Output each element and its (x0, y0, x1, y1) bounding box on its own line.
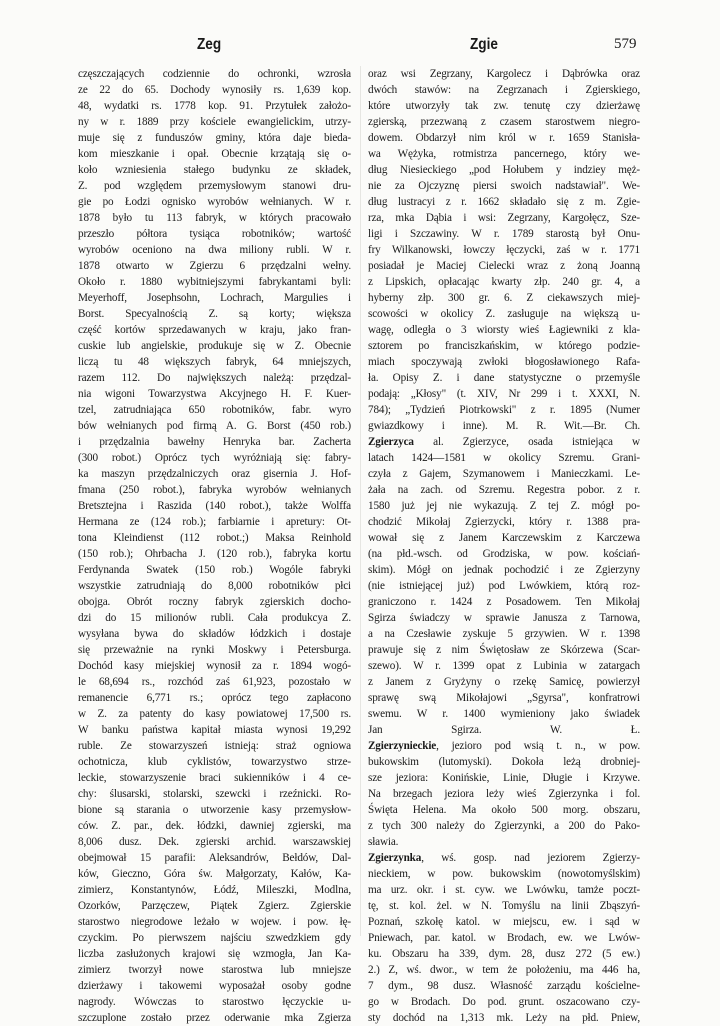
left-column (78, 66, 351, 1026)
text-line: czyckim. Po pierwszem najściu szwedzkiem gdy (78, 932, 351, 944)
text-line: wszystkie zatrudniają do 8,000 robotników płci (78, 580, 351, 592)
text-line: graniczono r. 1424 z Posadowem. Ten Mikołaj (368, 596, 640, 608)
header-left-guide-word: Zeg (197, 36, 222, 53)
entry-headword: Zgierzynka (368, 852, 422, 864)
text-line: skim). Mógł on jednak pochodzić i ze Zgierzyny (368, 564, 640, 576)
text-line: posiadał je Maciej Cielecki wraz z żoną Joanną (368, 260, 640, 272)
text-line: wyrobów oceniono na dwa miliony rubli. W r. (78, 244, 351, 256)
text-line: wa Wężyka, rotmistrza pancernego, który we- (368, 148, 640, 160)
text-line: i przędzalnia bawełny Henryka bar. Zacherta (78, 436, 351, 448)
text-line: (nie istniejącej już) pod Lwówkiem, którą roz- (368, 580, 640, 592)
text-line: ku. Obszaru ha 339, dym. 28, dusz 272 (5 ew.) (368, 948, 640, 960)
text-line: bukowskim (lutomyski). Dokoła leżą drobniej- (368, 756, 640, 768)
page-number: 579 (614, 36, 637, 52)
text-line: le 68,694 rs., rozchód zaś 61,923, pozostało w (78, 676, 351, 688)
right-column (368, 66, 640, 1026)
text-line: (na płd.-wsch. od Grodziska, w pow. kościań- (368, 548, 640, 560)
text-line: dzi do 15 milionów rubli. Cała produkcya Z. (78, 612, 351, 624)
text-line: ligi i Szczawiny. W r. 1789 starostą był Onu- (368, 228, 640, 240)
text-line: z Lipskich, opłacając kwarty złp. 240 gr. 4, a (368, 276, 640, 288)
text-line: 1580 już jej nie wykazują. Z tej Z. mógł po- (368, 500, 640, 512)
text-line: nagrody. Wówczas to starostwo łęczyckie u- (78, 996, 351, 1008)
text-line: przeszło półtora tysiąca robotników; wartość (78, 228, 351, 240)
text-line: starostwo niegrodowe leżało w wojew. i pow. łę- (78, 916, 351, 928)
text-line: Ferdynanda Swatek (150 rob.) Wogóle fabryki (78, 564, 351, 576)
text-line: 784); „Tydzień Piotrkowski" z r. 1895 (Numer (368, 404, 640, 416)
text-line: scowości w okolicy Z. zasługuje na większą u- (368, 308, 640, 320)
text-line: częszczających codziennie do ochronki, wzrosła (78, 68, 351, 80)
text-line: 1878 było tu 113 fabryk, w których pracowało (78, 212, 351, 224)
text-line: Święta Helena. Ma około 500 morg. obszaru, (368, 804, 640, 816)
text-line: 2.) Z, wś. dwor., w tem że położeniu, ma 446 ha, (368, 964, 640, 976)
text-line: bów wełnianych pod firmą A. G. Borst (450 rob.) (78, 420, 351, 432)
text-line: chy: ślusarski, stolarski, szewcki i rzeźnicki. Ro- (78, 788, 351, 800)
text-line: Jan Sgirza. W. Ł. (368, 724, 640, 736)
text-line: hyberny złp. 300 gr. 6. Z ciekawszych miej- (368, 292, 640, 304)
text-line: Zgierzynka, wś. gosp. nad jeziorem Zgierzy- (368, 852, 640, 864)
text-line: rza, mka Dąbia i wsi: Zegrzany, Kargołęcz, Sze- (368, 212, 640, 224)
text-line: wysyłana bywa do składów łódzkich i dostaje (78, 628, 351, 640)
text-line: Sgirza świadczy w sprawie Janusza z Tarnowa, (368, 612, 640, 624)
text-line: zgierską, przezwaną z czasem starostwem niegro- (368, 116, 640, 128)
text-line: Około r. 1880 wybitniejszymi fabrykantami byli: (78, 276, 351, 288)
text-line: wował się z Janem Karczewskim z Karczewa (368, 532, 640, 544)
text-line: Na brzegach jeziora leży wieś Zgierzynka i fol. (368, 788, 640, 800)
text-line: Dochód kasy miejskiej wynosił za r. 1894 wogó- (78, 660, 351, 672)
text-line: obejmował 15 parafii: Aleksandrów, Bełdów, Dal- (78, 852, 351, 864)
text-line: z tych 300 należy do Zgierzynki, a 200 do Pako- (368, 820, 640, 832)
text-line: Z. pod względem przemysłowym stanowi dru- (78, 180, 351, 192)
entry-headword: Zgierzyca (368, 436, 414, 448)
text-line: z Janem z Gryżyny o rzekę Samicę, powierzył (368, 676, 640, 688)
text-line: (300 robot.) Oprócz tych wyróżniają się: fabry- (78, 452, 351, 464)
text-line: dzierżawy i takowemi wyposażał osoby godne (78, 980, 351, 992)
text-line: Bretsztejna i Raszida (140 robot.), także Wolffa (78, 500, 351, 512)
entry-headword: Zgierzynieckie (368, 740, 437, 752)
text-line: Pniewach, par. katol. w Brodach, ew. we Lwów- (368, 932, 640, 944)
text-line: tę, st. kol. żel. w N. Tomyślu na linii Zbąszyń- (368, 900, 640, 912)
text-line: muje się z funduszów gminy, która daje biedа- (78, 132, 351, 144)
text-line: latach 1424—1581 w okolicy Szremu. Grani- (368, 452, 640, 464)
text-line: W banku państwa kapitał miasta wynosi 19,292 (78, 724, 351, 736)
text-line: go w Brodach. Do pod. grunt. oszacowano czy- (368, 996, 640, 1008)
text-line: dług lustracyi z r. 1662 składało się z m. Zgie- (368, 196, 640, 208)
text-line: zimierz, Konstantynów, Łódź, Mileszki, Modlna, (78, 884, 351, 896)
text-line: gie po Łodzi ognisko wyrobów wełnianych. W r. (78, 196, 351, 208)
text-line: prawuje się z nim Świętosław ze Skórzewa (Scar- (368, 644, 640, 656)
text-line: 48, wydatki rs. 1778 kop. 91. Przytułek założo- (78, 100, 351, 112)
text-line: leckie, stowarzyszenie braci sukienników i 4 ce- (78, 772, 351, 784)
text-line: razem 112. Do największych należą: przędzal- (78, 372, 351, 384)
text-line: ze 22 do 65. Dochody wynosiły rs. 1,639 kop. (78, 84, 351, 96)
text-line: Borst. Specyalnością Z. są korty; większa (78, 308, 351, 320)
text-line: żała na zach. od Szremu. Regestra pobor. z r. (368, 484, 640, 496)
text-line: swemu. W r. 1400 wymieniony jako świadek (368, 708, 640, 720)
text-line: (150 rob.); Ohrbacha J. (120 rob.), fabryka kortu (78, 548, 351, 560)
text-line: ny w r. 1889 przy kościele ewangielickim, utrzy- (78, 116, 351, 128)
text-line: gwiazdkowy i inne). M. R. Wit.—Br. Ch. (368, 420, 640, 432)
text-line: zimierz tworzył nowe starostwa lub mniejsze (78, 964, 351, 976)
text-line: podają: „Kłosy" (t. XIV, Nr 299 i t. XXXI, N. (368, 388, 640, 400)
text-line: Ozorków, Parzęczew, Piątek Zgierz. Zgierskie (78, 900, 351, 912)
text-line: ków, Gieczno, Góra św. Małgorzaty, Kałów, Ka- (78, 868, 351, 880)
text-line: liczba zasłużonych krajowi się wzmogła, Jan Ka- (78, 948, 351, 960)
text-line: ka maszyn przędzalniczych oraz gisernia J. Hof- (78, 468, 351, 480)
text-line: chodzić Mikołaj Zgierzycki, który r. 1388 pra- (368, 516, 640, 528)
text-line: dowem. Obdarzył nim król w r. 1659 Stanisła- (368, 132, 640, 144)
text-line: nie za Ojczyznę piersi swoich nadstawiał". We- (368, 180, 640, 192)
text-line: szczuplone zostało przez oderwanie mka Zgierza (78, 1012, 351, 1024)
text-line: które utworzyły tak zw. tenutę czy dzierżawę (368, 100, 640, 112)
text-line: 8,006 dusz. Dek. zgierski archid. warszawskiej (78, 836, 351, 848)
text-line: nieckiem, w pow. bukowskim (nowotomyślskim) (368, 868, 640, 880)
text-line: czyła z Gajem, Szymanowem i Manieczkami. Le- (368, 468, 640, 480)
text-line: wagę, odległa o 3 wiorsty wieś Łagiewniki z kla- (368, 324, 640, 336)
text-line: fry Wilkanowski, łowczy łęczycki, zaś w r. 1771 (368, 244, 640, 256)
text-line: cuskie lub angielskie, produkuje się w Z. Obecnie (78, 340, 351, 352)
text-line: sławia. (368, 836, 399, 848)
text-line: ców. Z. par., dek. łódzki, dawniej zgierski, ma (78, 820, 351, 832)
text-line: w Z. za patenty do kasy powiatowej 17,500 rs. (78, 708, 351, 720)
text-line: ła. Opisy Z. i dane statystyczne o przemyśle (368, 372, 640, 384)
text-line: a na Czesławie zyskuje 5 grzywien. W r. 1398 (368, 628, 640, 640)
text-line: oraz wsi Zegrzany, Kargolecz i Dąbrówka oraz (368, 68, 640, 80)
text-line: dług Niesieckiego „pod Hołubem y indziey męż- (368, 164, 640, 176)
text-line: ochotnicza, klub cyklistów, towarzystwo strze- (78, 756, 351, 768)
text-line: fmana (250 robot.), fabryka wyrobów wełnianych (78, 484, 351, 496)
text-line: tona Kleindienst (112 robot.;) Maksa Reinhold (78, 532, 351, 544)
text-line: Hermana ze (124 rob.); farbiarnie i apretury: Ot- (78, 516, 351, 528)
text-line: Zgierzynieckie, jezioro pod wsią t. n., w pow. (368, 740, 640, 752)
text-line: bione są starania o utworzenie kasy przemysłow- (78, 804, 351, 816)
text-line: sze jeziora: Konińskie, Linie, Długie i Krzywe. (368, 772, 640, 784)
text-line: sztorem po franciszkańskim, w którego podzie- (368, 340, 640, 352)
text-line: sty dochód na 1,313 mk. Leży na płd. Pniew, (368, 1012, 640, 1024)
header-right-guide-word: Zgie (470, 36, 498, 53)
text-line: Meyerhoff, Josephsohn, Lochrach, Margulies i (78, 292, 351, 304)
text-line: część kortów sprzedawanych w kraju, jako fran- (78, 324, 351, 336)
text-line: koło wzniesienia stałego budynku ze składek, (78, 164, 351, 176)
text-line: 1878 otwarto w Zgierzu 6 przędzalni wełny. (78, 260, 351, 272)
text-line: kom mieszkanie i opał. Obecnie krzątają się o- (78, 148, 351, 160)
text-line: szewo). W r. 1399 opat z Lubinia w zatargach (368, 660, 640, 672)
text-line: miach spoczywają zwłoki błogosławionego Rafa- (368, 356, 640, 368)
text-line: ma urz. okr. i st. cyw. we Lwówku, tamże poczt- (368, 884, 640, 896)
text-line: Poznań, szkołę katol. w miejscu, ew. i sąd w (368, 916, 640, 928)
column-gutter (360, 66, 361, 936)
text-line: ruble. Ze stowarzyszeń istnieją: straż ogniowa (78, 740, 351, 752)
text-line: dwóch stawów: na Zegrzanach i Zgierskiego, (368, 84, 640, 96)
text-line: liczą tu 48 większych fabryk, 64 mniejszych, (78, 356, 351, 368)
text-line: Zgierzyca al. Zgierzyce, osada istniejąca w (368, 436, 640, 448)
text-line: się przeważnie na rynki Moskwy i Petersburga. (78, 644, 351, 656)
text-line: tzel, zatrudniająca 650 robotników, fabr. wyro (78, 404, 351, 416)
running-header (0, 36, 720, 60)
text-line: sprawę swą Mikołajowi „Sgyrsa", konfratrowi (368, 692, 640, 704)
text-line: obojga. Obrót roczny fabryk zgierskich docho- (78, 596, 351, 608)
text-line: 7 dym., 98 dusz. Własność zarządu kościelne- (368, 980, 640, 992)
text-line: remanencie 6,771 rs.; oprócz tego zapłacono (78, 692, 351, 704)
text-line: nia wigoni Towarzystwa Akcyjnego H. F. Kuer- (78, 388, 351, 400)
